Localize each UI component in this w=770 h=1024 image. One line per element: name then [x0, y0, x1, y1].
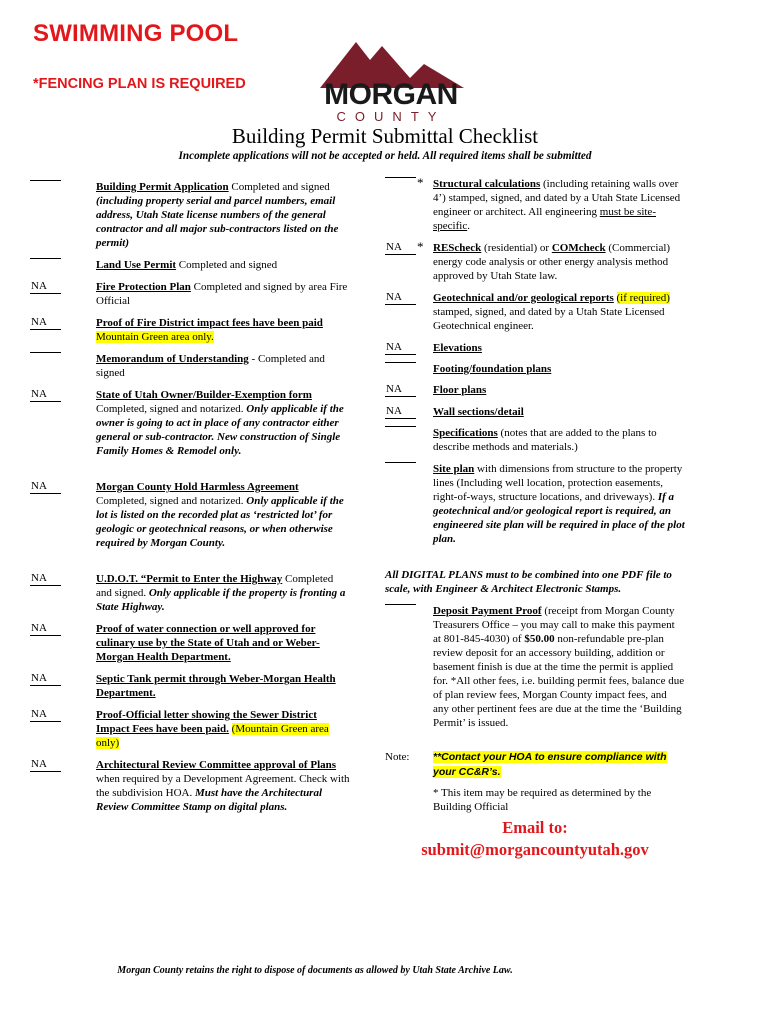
checklist-item — [30, 480, 350, 572]
checklist-item — [385, 405, 685, 426]
checklist-item — [385, 291, 685, 341]
item-heading: Proof of Fire District impact fees have been paid — [96, 317, 323, 329]
required-star: * — [417, 239, 424, 254]
item-text: (notes that are added to the plans to describe methods and materials.) — [433, 427, 657, 453]
item-text: - Completed and signed — [96, 353, 325, 379]
check-blank[interactable]: NA — [30, 480, 61, 494]
item-heading: Geotechnical and/or geological reports — [433, 292, 614, 304]
item-heading: Proof of water connection or well approved for culinary use by the State of Utah and or Weber-Morgan Health Department. — [96, 623, 320, 663]
email-address-link[interactable]: submit@morgancountyutah.gov — [421, 840, 649, 859]
check-blank[interactable]: NA — [385, 341, 416, 355]
item-heading: Architectural Review Committee approval of Plans — [96, 759, 337, 771]
item-text: (residential) or — [481, 242, 552, 254]
digital-plans-note: All DIGITAL PLANS must to be combined into one PDF file to scale, with Engineer & Architect Electronic Stamps. — [385, 569, 672, 595]
logo-word: MORGAN — [324, 78, 458, 111]
deposit-item — [385, 604, 685, 750]
checklist-item — [30, 352, 350, 388]
item-heading: Footing/foundation plans — [433, 363, 552, 375]
item-heading: COMcheck — [551, 242, 606, 254]
item-highlight: Mountain Green area only. — [96, 331, 214, 343]
checklist-item — [30, 758, 350, 828]
check-blank[interactable]: NA — [385, 241, 416, 255]
checklist-item — [30, 180, 350, 258]
checklist-item — [385, 426, 685, 462]
item-heading: Deposit Payment Proof — [433, 605, 542, 617]
item-heading: Site plan — [433, 463, 475, 475]
checklist-item — [385, 362, 685, 383]
check-blank[interactable]: NA — [30, 280, 61, 294]
checklist-item — [30, 280, 350, 316]
item-heading: Fire Protection Plan — [96, 281, 191, 293]
item-note: (including property serial and parcel numbers, email address, Utah State license numbers of the general contractor and all major sub-contractors listed on the permit) — [96, 195, 339, 249]
item-text: Completed and signed — [228, 181, 330, 193]
fencing-requirement: *FENCING PLAN IS REQUIRED — [33, 76, 246, 92]
left-checklist — [30, 180, 350, 828]
checklist-item — [385, 462, 685, 568]
item-highlight: (if required) — [616, 292, 670, 304]
check-blank[interactable]: NA — [30, 622, 61, 636]
check-blank[interactable]: NA — [30, 758, 61, 772]
item-note: Only applicable if the property is fronting a State Highway. — [96, 587, 346, 613]
required-star: * — [417, 175, 424, 190]
item-heading: Septic Tank permit through Weber-Morgan Health Department. — [96, 673, 336, 699]
check-blank[interactable] — [385, 462, 416, 463]
item-heading: Elevations — [433, 342, 482, 354]
checklist-item — [385, 241, 685, 291]
check-blank[interactable] — [385, 362, 416, 363]
item-note: Only applicable if the owner is going to act in place of any contractor either general or sub-contractor. New construction of Single Family Homes & Remodel only. — [96, 403, 344, 457]
item-text-underlined: must be site-specific — [433, 206, 656, 232]
item-text: Completed and signed — [176, 259, 278, 271]
hoa-contact-note: **Contact your HOA to ensure compliance with your CC&R’s. — [433, 751, 667, 778]
item-text: (receipt from Morgan County Treasurers Office – you may call to make this payment at 801-845-4030) of — [433, 605, 675, 645]
item-heading: U.D.O.T. “Permit to Enter the Highway — [96, 573, 283, 585]
item-text: (including retaining walls over 4’) stamped, signed, and dated by a Utah State Licensed engineer or architect. All engineering — [433, 178, 681, 218]
check-blank[interactable] — [385, 426, 416, 427]
item-heading: REScheck — [433, 242, 482, 254]
check-blank[interactable] — [30, 258, 61, 259]
check-blank[interactable]: NA — [385, 291, 416, 305]
check-blank[interactable]: NA — [30, 708, 61, 722]
item-text: Completed, signed and notarized. — [96, 495, 247, 507]
item-text: with dimensions from structure to the property lines (Including well location, protection easements, right-of-ways, structure locations, and driveways). — [433, 463, 683, 503]
check-blank[interactable]: NA — [30, 572, 61, 586]
checklist-item — [385, 177, 685, 241]
check-blank[interactable] — [30, 352, 61, 353]
item-heading: Floor plans — [433, 384, 487, 396]
checklist-item — [30, 572, 350, 622]
hoa-note — [385, 750, 685, 786]
checklist-item — [30, 316, 350, 352]
item-heading: Building Permit Application — [96, 181, 229, 193]
check-blank[interactable]: NA — [30, 672, 61, 686]
item-text: (Commercial) energy code analysis or other energy analysis method approved by Utah State law. — [433, 242, 671, 282]
footer-text: Morgan County retains the right to dispose of documents as allowed by Utah State Archive Law. — [117, 965, 513, 976]
item-text: Completed, signed and notarized. — [96, 403, 247, 415]
check-blank[interactable]: NA — [30, 388, 61, 402]
document-notice: Incomplete applications will not be accepted or held. All required items shall be submitted — [178, 150, 592, 162]
checklist-item — [385, 383, 685, 405]
item-text: . — [467, 220, 470, 232]
item-text: Completed and signed. — [96, 573, 334, 599]
checklist-item — [30, 388, 350, 480]
checklist-item — [385, 341, 685, 362]
item-note: Must have the Architectural Review Committee Stamp on digital plans. — [96, 787, 323, 813]
check-blank[interactable] — [385, 604, 416, 605]
item-note: If a geotechnical and/or geological report is required, an engineered site plan will be required in place of the plot plan. — [433, 491, 685, 545]
checklist-item — [30, 672, 350, 708]
checklist-item — [30, 258, 350, 280]
item-heading: Wall sections/detail — [433, 406, 524, 418]
item-heading: Land Use Permit — [96, 259, 177, 271]
page-title: SWIMMING POOL — [33, 20, 239, 47]
check-blank[interactable] — [30, 180, 61, 181]
checklist-item — [30, 708, 350, 758]
item-heading: Proof-Official letter showing the Sewer District Impact Fees have been paid. — [96, 709, 317, 735]
check-blank[interactable]: NA — [30, 316, 61, 330]
deposit-amount: $50.00 — [524, 633, 555, 645]
right-checklist — [385, 177, 685, 816]
item-heading: Morgan County Hold Harmless Agreement — [96, 481, 299, 493]
checklist-item — [30, 622, 350, 672]
check-blank[interactable]: NA — [385, 383, 416, 397]
official-note-text: * This item may be required as determined by the Building Official — [433, 787, 652, 813]
document-title: Building Permit Submittal Checklist — [231, 124, 539, 148]
item-highlight: (Mountain Green area only) — [96, 723, 329, 749]
check-blank[interactable]: NA — [385, 405, 416, 419]
official-note — [385, 786, 685, 816]
item-heading: Memorandum of Understanding — [96, 353, 249, 365]
item-text: when required by a Development Agreement. Check with the subdivision HOA. — [96, 773, 350, 799]
item-heading: Specifications — [433, 427, 498, 439]
item-text: non-refundable pre-plan review deposit for an accessory building, addition or basement finish is due at the time the permit is applied for. *All other fees, i.e. building permit fees, balance due of plan review fees, Morgan County impact fees, and any other pertinent fees are due at the time the ‘Building Permit’ is issued. — [433, 633, 685, 729]
item-note: Only applicable if the lot is listed on the recorded plat as ‘restricted lot’ for geologic or geotechnical reasons, or when otherwise required by Morgan County. — [96, 495, 344, 549]
item-text: Completed and signed by area Fire Official — [96, 281, 348, 307]
logo-county: COUNTY — [336, 109, 446, 124]
item-heading: Structural calculations — [433, 178, 541, 190]
email-label: Email to: — [502, 818, 568, 837]
check-blank[interactable] — [385, 177, 416, 178]
note-label: Note: — [385, 751, 410, 763]
item-text: stamped, signed, and dated by a Utah State Licensed Geotechnical engineer. — [433, 306, 665, 332]
item-heading: State of Utah Owner/Builder-Exemption form — [96, 389, 312, 401]
